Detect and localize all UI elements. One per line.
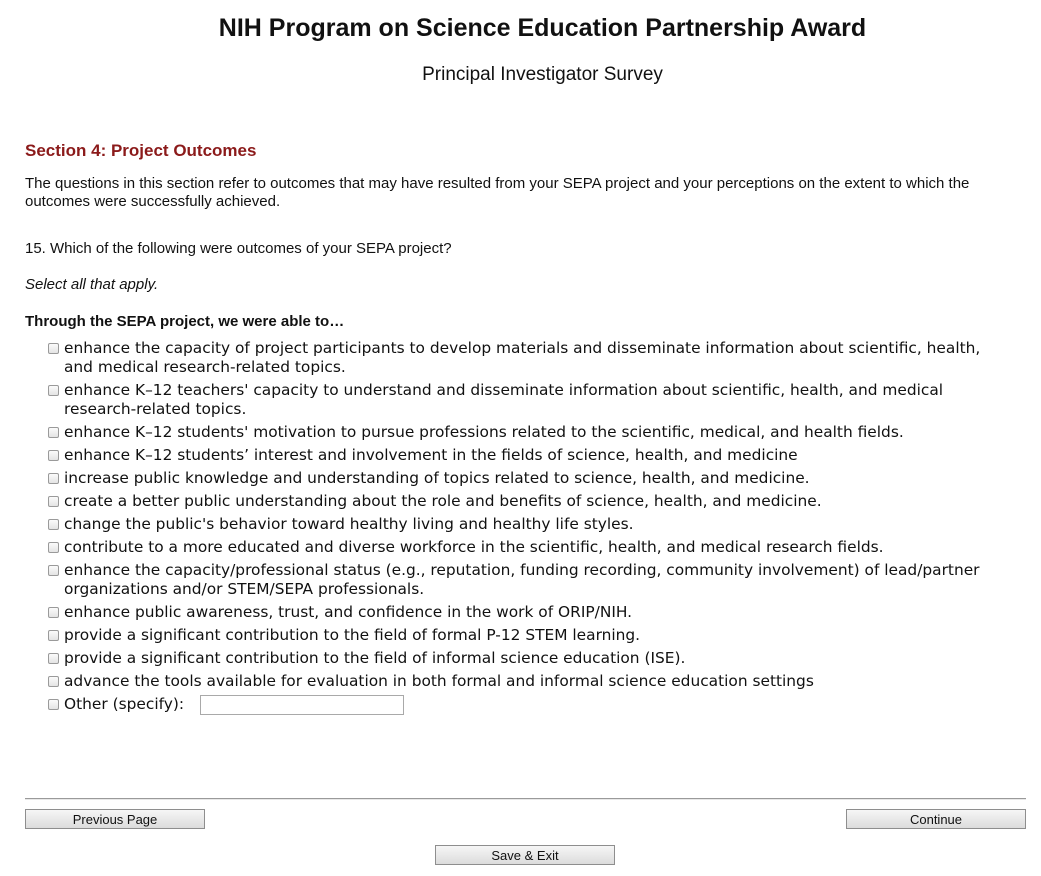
outcome-options-list bbox=[46, 339, 1006, 719]
outcome-option-12[interactable] bbox=[46, 649, 1006, 668]
outcome-checkbox[interactable] bbox=[48, 473, 59, 484]
outcome-option-13[interactable] bbox=[46, 672, 1006, 691]
outcome-option-9[interactable] bbox=[46, 561, 1006, 599]
outcome-option-10[interactable] bbox=[46, 603, 1006, 622]
outcome-checkbox[interactable] bbox=[48, 496, 59, 507]
outcome-checkbox[interactable] bbox=[48, 607, 59, 618]
section-intro: The questions in this section refer to outcomes that may have resulted from your SEPA project and your perceptions on the extent to which the outcomes were successfully achieved. bbox=[25, 175, 970, 210]
outcome-checkbox[interactable] bbox=[48, 385, 59, 396]
continue-button[interactable]: Continue bbox=[846, 809, 1026, 829]
outcome-option-11[interactable] bbox=[46, 626, 1006, 645]
footer-divider bbox=[25, 798, 1026, 800]
outcome-checkbox[interactable] bbox=[48, 565, 59, 576]
outcome-label: advance the tools available for evaluation in both formal and informal science education settings bbox=[64, 672, 814, 690]
page-subtitle: Principal Investigator Survey bbox=[422, 64, 663, 85]
outcome-option-3[interactable] bbox=[46, 423, 1006, 442]
outcome-checkbox[interactable] bbox=[48, 653, 59, 664]
outcome-checkbox[interactable] bbox=[48, 630, 59, 641]
section-heading: Section 4: Project Outcomes bbox=[25, 141, 257, 160]
other-checkbox[interactable] bbox=[48, 699, 59, 710]
other-specify-input[interactable] bbox=[200, 695, 404, 715]
outcome-label: enhance K–12 students' motivation to pursue professions related to the scientific, medical, and health fields. bbox=[64, 423, 904, 441]
outcome-checkbox[interactable] bbox=[48, 450, 59, 461]
outcome-label: enhance K–12 teachers' capacity to understand and disseminate information about scientific, health, and medical research-related topics. bbox=[64, 381, 944, 418]
outcome-checkbox[interactable] bbox=[48, 427, 59, 438]
outcome-option-other[interactable] bbox=[46, 695, 1006, 715]
outcome-label: enhance public awareness, trust, and confidence in the work of ORIP/NIH. bbox=[64, 603, 633, 621]
outcome-option-4[interactable] bbox=[46, 446, 1006, 465]
question-text: 15. Which of the following were outcomes of your SEPA project? bbox=[25, 240, 452, 257]
outcome-checkbox[interactable] bbox=[48, 519, 59, 530]
question-lead-in: Through the SEPA project, we were able to… bbox=[25, 313, 345, 330]
outcome-option-1[interactable] bbox=[46, 339, 1006, 377]
outcome-label: contribute to a more educated and diverse workforce in the scientific, health, and medical research fields. bbox=[64, 538, 884, 556]
previous-page-button[interactable]: Previous Page bbox=[25, 809, 205, 829]
outcome-option-7[interactable] bbox=[46, 515, 1006, 534]
outcome-label: provide a significant contribution to the field of formal P-12 STEM learning. bbox=[64, 626, 641, 644]
outcome-label: create a better public understanding about the role and benefits of science, health, and medicine. bbox=[64, 492, 822, 510]
outcome-checkbox[interactable] bbox=[48, 542, 59, 553]
outcome-label: increase public knowledge and understanding of topics related to science, health, and medicine. bbox=[64, 469, 810, 487]
outcome-label: provide a significant contribution to the field of informal science education (ISE). bbox=[64, 649, 686, 667]
outcome-option-2[interactable] bbox=[46, 381, 1006, 419]
question-instruction: Select all that apply. bbox=[25, 276, 159, 293]
save-exit-button[interactable]: Save & Exit bbox=[435, 845, 615, 865]
outcome-checkbox[interactable] bbox=[48, 343, 59, 354]
outcome-option-5[interactable] bbox=[46, 469, 1006, 488]
outcome-label: enhance the capacity of project participants to develop materials and disseminate information about scientific, health, and medical research-related topics. bbox=[64, 339, 981, 376]
outcome-label: change the public's behavior toward healthy living and healthy life styles. bbox=[64, 515, 634, 533]
outcome-label: enhance K–12 students’ interest and involvement in the fields of science, health, and medicine bbox=[64, 446, 798, 464]
outcome-checkbox[interactable] bbox=[48, 676, 59, 687]
outcome-label: enhance the capacity/professional status (e.g., reputation, funding recording, community involvement) of lead/partner organizations and/or STEM/SEPA professionals. bbox=[64, 561, 980, 598]
other-label: Other (specify): bbox=[64, 695, 185, 713]
outcome-option-8[interactable] bbox=[46, 538, 1006, 557]
page-title: NIH Program on Science Education Partnership Award bbox=[218, 14, 867, 42]
outcome-option-6[interactable] bbox=[46, 492, 1006, 511]
